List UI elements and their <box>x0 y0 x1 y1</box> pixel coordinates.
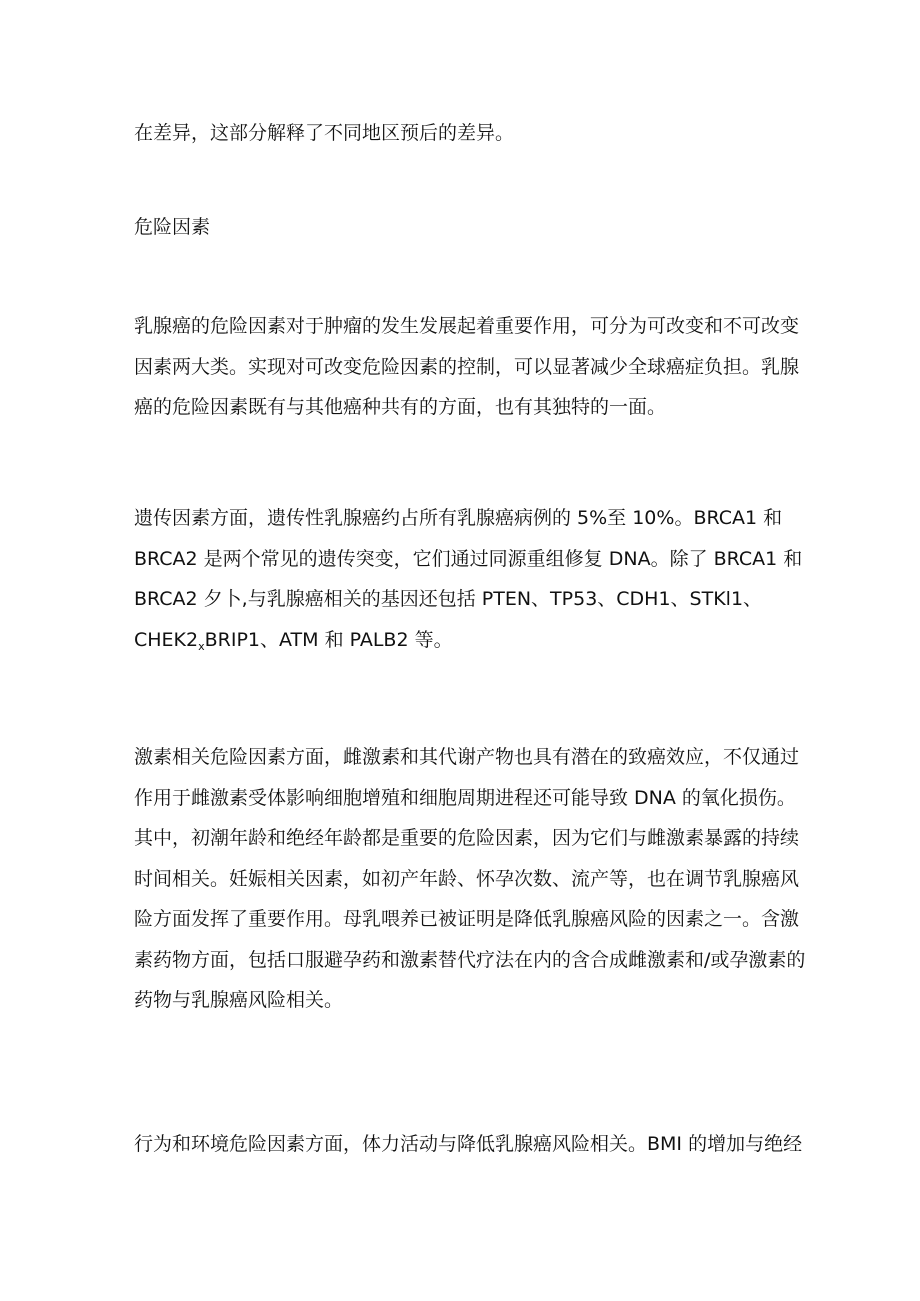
text-line: 时间相关。妊娠相关因素，如初产年龄、怀孕次数、流产等，也在调节乳腺癌风 <box>134 867 800 890</box>
text-line: 癌的危险因素既有与其他癌种共有的方面，也有其独特的一面。 <box>134 396 667 418</box>
text-line: 激素相关危险因素方面，雌激素和其代谢产物也具有潜在的致癌效应，不仅通过 <box>134 746 800 768</box>
intro-paragraph <box>134 113 796 154</box>
subscript-text: x <box>198 639 205 653</box>
text-line: 行为和环境危险因素方面，体力活动与降低乳腺癌风险相关。BMI 的增加与绝经 <box>134 1133 803 1155</box>
text-line: 险方面发挥了重要作用。母乳喂养已被证明是降低乳腺癌风险的因素之一。含激 <box>134 908 800 930</box>
text-line: 素药物方面，包括口服避孕药和激素替代疗法在内的含合成雌激素和/或孕激素的 <box>134 948 806 971</box>
text-line: 遗传因素方面，遗传性乳腺癌约占所有乳腺癌病例的 5%至 10%。BRCA1 和 <box>134 507 783 529</box>
text-line: 乳腺癌的危险因素对于肿瘤的发生发展起着重要作用，可分为可改变和不可改变 <box>134 315 800 337</box>
text-fragment: CHEK2 <box>134 628 199 651</box>
text-line: 在差异，这部分解释了不同地区预后的差异。 <box>134 122 515 144</box>
text-line: 药物与乳腺癌风险相关。 <box>134 989 344 1011</box>
paragraph-overview <box>134 306 800 428</box>
section-heading: 危险因素 <box>134 216 211 238</box>
text-line: BRCA2 是两个常见的遗传突变，它们通过同源重组修复 DNA。除了 BRCA1 和 <box>134 547 803 570</box>
text-line: 其中，初潮年龄和绝经年龄都是重要的危险因素，因为它们与雌激素暴露的持续 <box>134 827 800 849</box>
paragraph-genetic <box>134 498 803 667</box>
text-line <box>134 620 796 668</box>
paragraph-behavioral <box>134 1124 803 1165</box>
text-line: 作用于雌激素受体影响细胞增殖和细胞周期进程还可能导致 DNA 的氧化损伤。 <box>134 786 796 809</box>
text-line: BRCA2 夕卜,与乳腺癌相关的基因还包括 PTEN、TP53、CDH1、STKl1、 <box>134 588 763 610</box>
text-line: 因素两大类。实现对可改变危险因素的控制，可以显著减少全球癌症负担。乳腺 <box>134 355 800 378</box>
text-fragment: BRIP1、ATM 和 PALB2 等。 <box>204 628 453 651</box>
paragraph-hormonal <box>134 737 806 1021</box>
